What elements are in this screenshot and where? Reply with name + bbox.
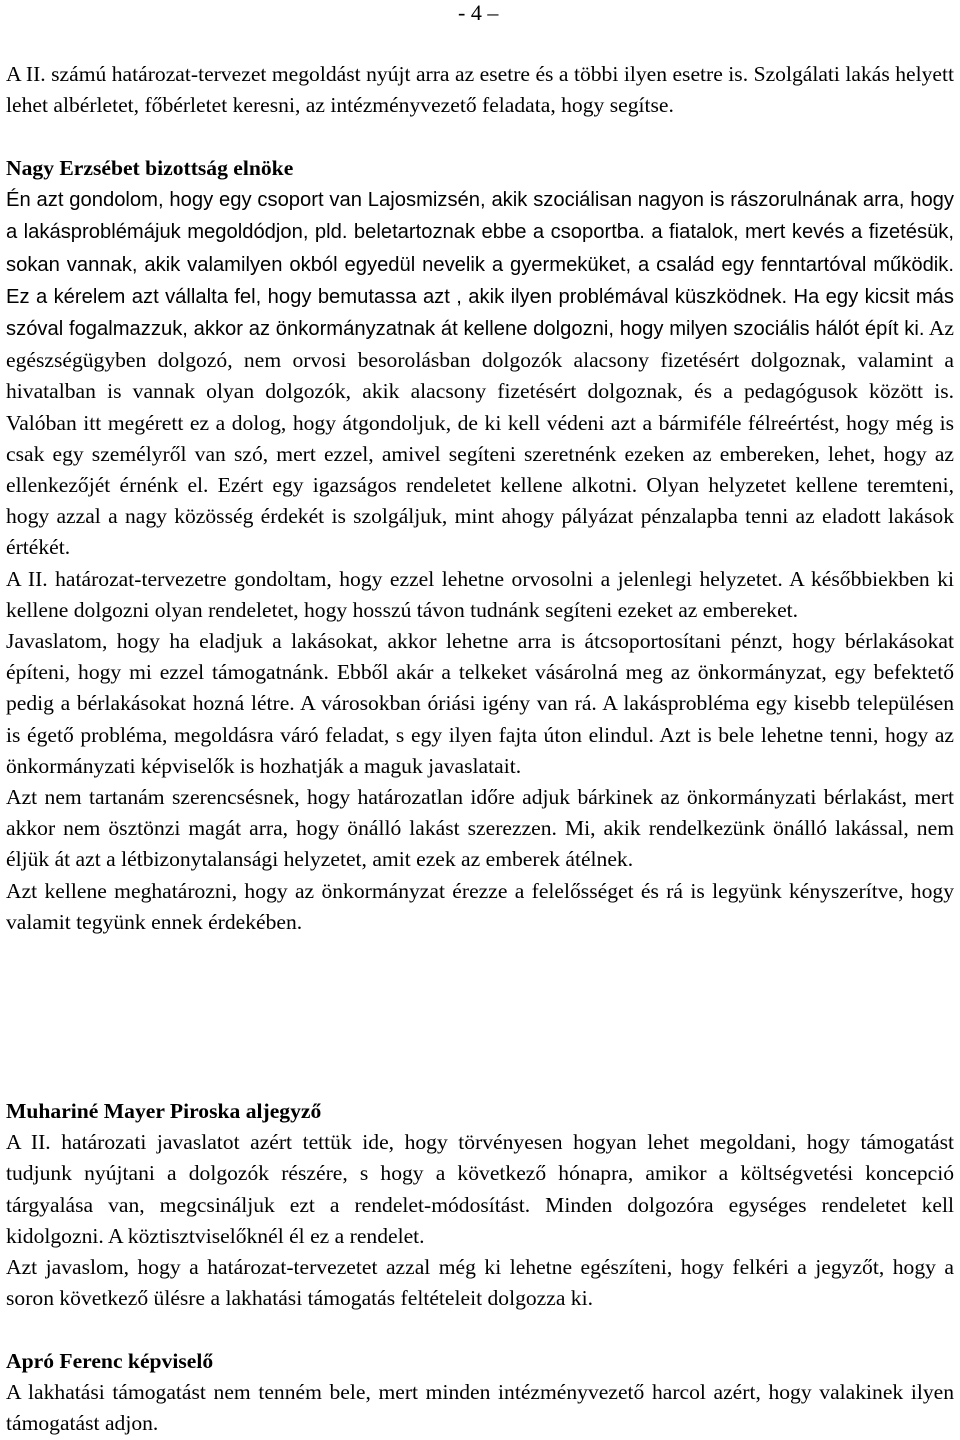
page-number: - 4 –	[458, 0, 499, 25]
speech-nagy-erzsebet	[6, 153, 954, 938]
sans-text-run: Én azt gondolom, hogy egy csoport van Lajosmizsén, akik szociálisan nagyon is rászorulnának arra, hogy a lakásproblémájuk megoldódjon, pld. beletartoznak ebbe a csoportba. a fiatalok, mert kevés a fizetésük, sokan vannak, akik valamilyen okból egyedül nevelik a gyermeküket, a család egy fenntartóval működik. Ez a kérelem azt vállalta fel, hogy bemutassa azt , akik ilyen problémával küszködnek. Ha egy kicsit más szóval fogalmazzuk, akkor az önkormányzatnak át kellene dolgozni, hogy milyen szociális hálót épít ki.	[6, 189, 954, 341]
speaker-name: Muhariné Mayer Piroska aljegyző	[6, 1099, 322, 1123]
paragraph: A II. számú határozat-tervezet megoldást nyújt arra az esetre és a többi ilyen esetre is. Szolgálati lakás helyett lehet albérletet, főbérletet keresni, az intézményvezető feladata, hogy segítse.	[6, 62, 954, 118]
speech-apro-ferenc	[6, 1346, 954, 1440]
paragraph: A II. határozati javaslatot azért tettük ide, hogy törvényesen hogyan lehet megoldani, hogy támogatást tudjunk nyújtani a dolgozók részére, s hogy a következő hónapra, amikor a költségvetési koncepció tárgyalása van, megcsináljuk ezt a rendelet-módosítást. Minden dolgozóra egységes rendeletet kell kidolgozni. A köztisztviselőknél él ez a rendelet.	[6, 1130, 954, 1248]
paragraph: Azt javaslom, hogy a határozat-tervezetet azzal még ki lehetne egészíteni, hogy felkéri a jegyzőt, hogy a soron következő ülésre a lakhatási támogatás feltételeit dolgozza ki.	[6, 1255, 954, 1311]
opening-paragraph	[6, 59, 954, 121]
speaker-name: Nagy Erzsébet bizottság elnöke	[6, 156, 294, 180]
paragraph: A lakhatási támogatást nem tenném bele, mert minden intézményvezető harcol azért, hogy valakinek ilyen támogatást adjon.	[6, 1380, 954, 1436]
serif-text-run: Az egészségügyben dolgozó, nem orvosi besorolásban dolgozók alacsony fizetésért dolgoznak, valamint a hivatalban is vannak olyan dolgozók, akik alacsony fizetésért dolgoznak, és a pedagógusok között is. Valóban itt megérett ez a dolog, hogy átgondoljuk, de ki kell védeni azt a bármiféle félreértést, hogy még is csak egy személyről van szó, mert ezzel, amivel segíteni szeretnénk ezeken az embereken, lehet, hogy az ellenkezőjét érnénk el. Ezért egy igazságos rendeletet kellene alkotni. Olyan helyzetet kellene teremteni, hogy azzal a nagy közösség érdekét is szolgáljuk, mint ahogy pályázat pénzalapba tenni az eladott lakások értékét.	[6, 316, 954, 560]
speech-muharine	[6, 1096, 954, 1314]
paragraph: A II. határozat-tervezetre gondoltam, hogy ezzel lehetne orvosolni a jelenlegi helyzetet. A későbbiekben ki kellene dolgozni olyan rendeletet, hogy hosszú távon tudnánk segíteni ezeket az embereket.	[6, 566, 954, 622]
paragraph: Azt kellene meghatározni, hogy az önkormányzat érezze a felelősséget és rá is legyünk kényszerítve, hogy valamit tegyünk ennek érdekében.	[6, 878, 954, 934]
paragraph: Javaslatom, hogy ha eladjuk a lakásokat, akkor lehetne arra is átcsoportosítani pénzt, hogy bérlakásokat építeni, hogy mi ezzel támogatnánk. Ebből akár a telkeket vásárolná meg az önkormányzat, egy befektető pedig a bérlakásokat hozná létre. A városokban óriási igény van rá. A lakásprobléma egy kisebb településen is égető probléma, megoldásra váró feladat, s egy ilyen fajta úton elindul. Azt is bele lehetne tenni, hogy az önkormányzati képviselők is hozhatják a maguk javaslatait.	[6, 629, 954, 778]
document-page	[6, 0, 954, 1440]
speaker-name: Apró Ferenc képviselő	[6, 1349, 214, 1373]
paragraph: Azt nem tartanám szerencsésnek, hogy határozatlan időre adjuk bárkinek az önkormányzati bérlakást, mert akkor nem ösztönzi magát arra, hogy önálló lakást szerezzen. Mi, akik rendelkezünk önálló lakással, nem éljük át azt a létbizonytalansági helyzetet, amit ezek az emberek átélnek.	[6, 785, 954, 872]
paragraph	[6, 184, 954, 563]
